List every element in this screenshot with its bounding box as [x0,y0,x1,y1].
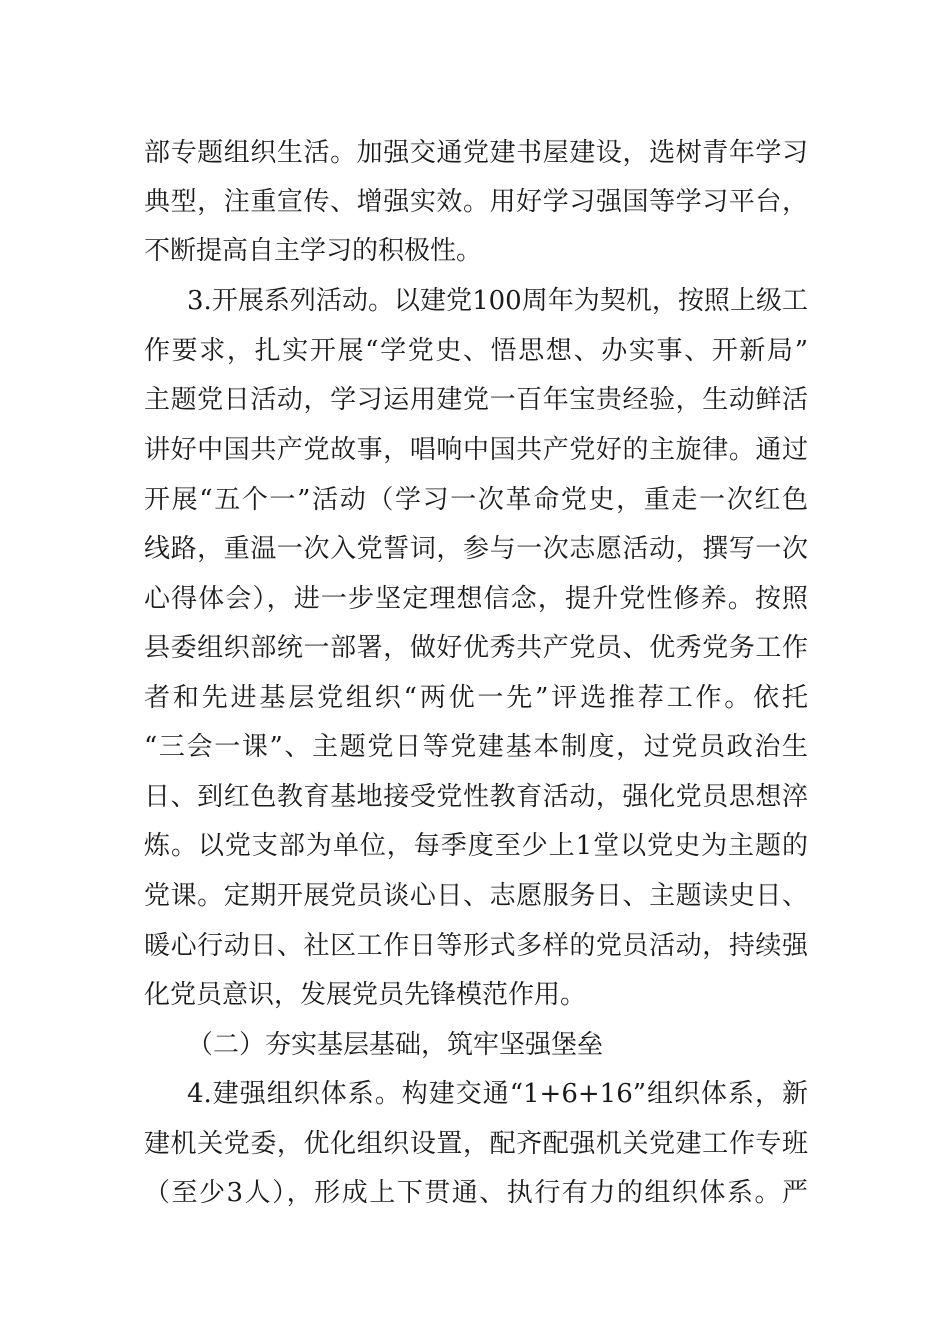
paragraph-line: 暖心行动日、社区工作日等形式多样的党员活动，持续强 [144,931,808,961]
paragraph-line: 典型，注重宣传、增强实效。用好学习强国等学习平台， [144,187,808,217]
paragraph-line: 主题党日活动，学习运用建党一百年宝贵经验，生动鲜活 [144,385,808,415]
paragraph-line: 讲好中国共产党故事，唱响中国共产党好的主旋律。通过 [144,435,808,465]
paragraph-line: 线路，重温一次入党誓词，参与一次志愿活动，撰写一次 [144,534,808,564]
paragraph-line: （至少3人），形成上下贯通、执行有力的组织体系。严 [144,1178,808,1208]
section-heading: （二）夯实基层基础，筑牢坚强堡垒 [187,1030,604,1060]
paragraph-line: 者和先进基层党组织“两优一先”评选推荐工作。依托 [144,683,808,713]
paragraph-line: 部专题组织生活。加强交通党建书屋建设，选树青年学习 [144,138,808,168]
paragraph-line: 建机关党委，优化组织设置，配齐配强机关党建工作专班 [144,1129,808,1159]
paragraph-line: 县委组织部统一部署，做好优秀共产党员、优秀党务工作 [144,633,808,663]
paragraph-line: 作要求，扎实开展“学党史、悟思想、办实事、开新局” [144,336,808,366]
paragraph-line: 心得体会），进一步坚定理想信念，提升党性修养。按照 [144,584,808,614]
paragraph-line: 日、到红色教育基地接受党性教育活动，强化党员思想淬 [144,782,808,812]
paragraph-line: “三会一课”、主题党日等党建基本制度，过党员政治生 [144,732,808,762]
paragraph-line: 化党员意识，发展党员先锋模范作用。 [144,980,587,1010]
paragraph-line: 3.开展系列活动。以建党100周年为契机，按照上级工 [187,286,808,316]
paragraph-line: 党课。定期开展党员谈心日、志愿服务日、主题读史日、 [144,881,808,911]
paragraph-line: 炼。以党支部为单位，每季度至少上1堂以党史为主题的 [144,831,808,861]
paragraph-line: 不断提高自主学习的积极性。 [144,236,483,266]
paragraph-line: 4.建强组织体系。构建交通“1+6+16”组织体系，新 [187,1079,808,1109]
paragraph-line: 开展“五个一”活动（学习一次革命党史，重走一次红色 [144,485,808,515]
